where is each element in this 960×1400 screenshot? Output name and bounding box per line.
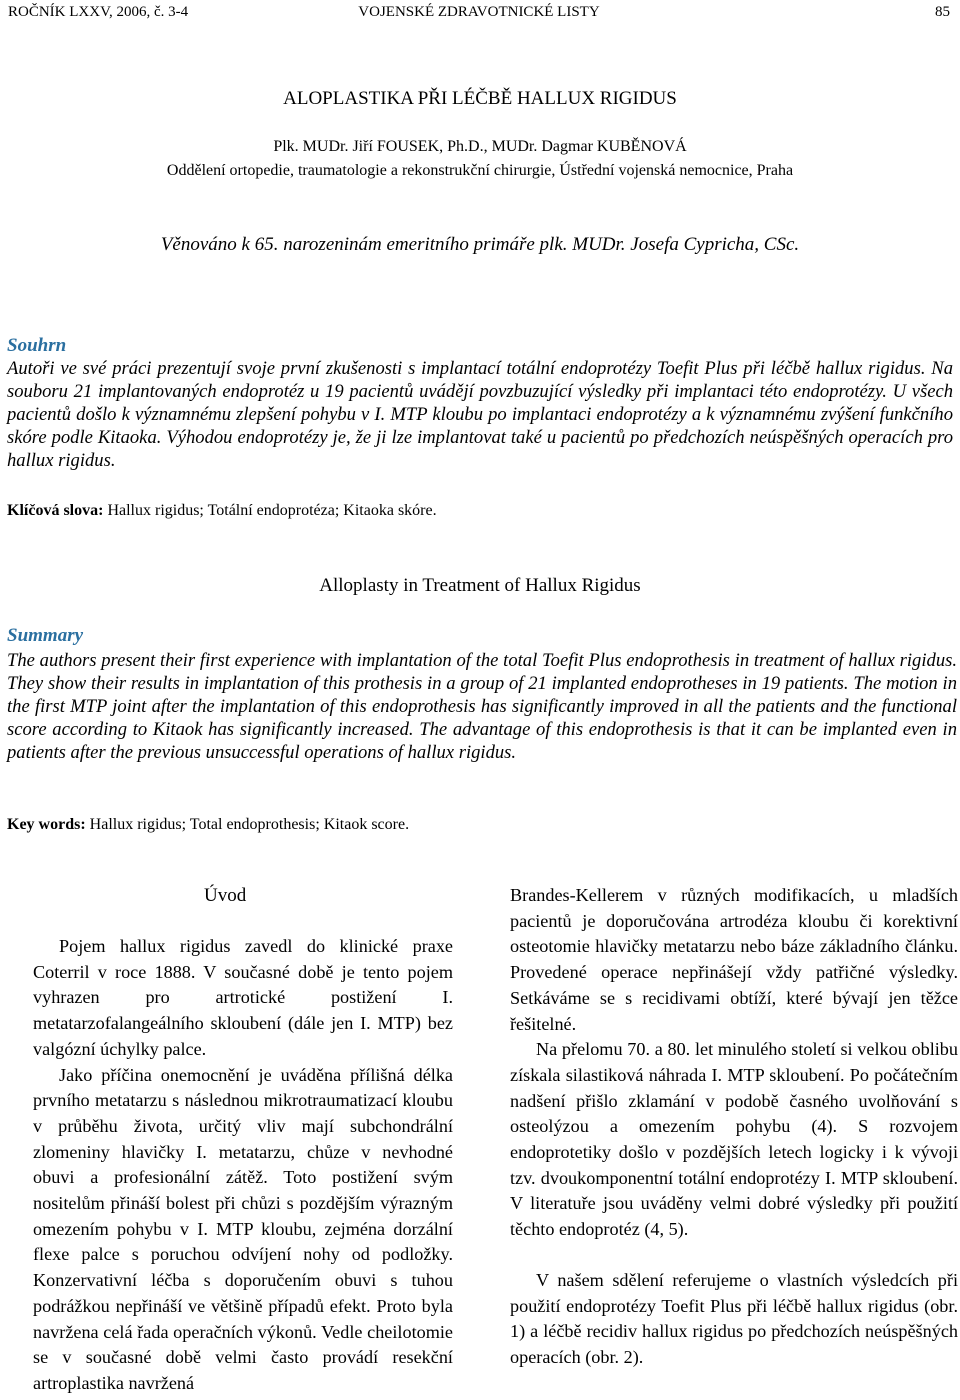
- english-keywords: [7, 816, 409, 834]
- paragraph-spacer: [510, 1243, 958, 1268]
- body-paragraph: Jako příčina onemocnění je uváděna přílišná délka prvního metatarzu s následnou mikrotraumatizací kloubu v průběhu života, určitý vliv mají subchondrální zlomeniny hlavičky I. metatarzu, chůze v nevhodné obuvi a profesionální zátěž. Toto postižení svým nositelům přináší bolest při chůzi s pozdějším výrazným omezením pohybu v I. MTP kloubu, zejména dorzální flexe palce s poruchou odvíjení nohy od podložky. Konzervativní léčba s doporučením obuvi s tuhou podrážkou nepřináší ve většině případů efekt. Proto byla navržena celá řada operačních výkonů. Vedle cheilotomie se v současné době velmi často provádí resekční artroplastika navržená: [33, 1064, 453, 1393]
- english-title: Alloplasty in Treatment of Hallux Rigidus: [319, 575, 641, 596]
- journal-volume: ROČNÍK LXXV, 2006, č. 3-4: [8, 4, 189, 20]
- english-keywords-value: Hallux rigidus; Total endoprothesis; Kitaok score.: [89, 816, 410, 833]
- souhrn-text: Autoři ve své práci prezentují svoje první zkušenosti s implantací totální endoprotézy Toefit Plus při léčbě hallux rigidus. Na souboru 21 implantovaných endoprotéz u 19 pacientů uvádějí povzbuzující výsledky při implantaci této endoprotézy. U všech pacientů došlo k významnému zlepšení pohybu v I. MTP kloubu po implantaci endoprotézy a k významnému zvýšení funkčního skóre podle Kitaoka. Výhodou endoprotézy je, že ji lze implantovat také u pacientů po předchozích neúspěšných operacích pro hallux rigidus.: [7, 358, 953, 471]
- souhrn-heading: Souhrn: [7, 335, 67, 356]
- author-affiliation: Oddělení ortopedie, traumatologie a rekonstrukční chirurgie, Ústřední vojenská nemocnice, Praha: [166, 162, 794, 179]
- article-authors: Plk. MUDr. Jiří FOUSEK, Ph.D., MUDr. Dagmar KUBĚNOVÁ: [273, 138, 687, 155]
- summary-heading: Summary: [7, 625, 84, 646]
- body-paragraph: Pojem hallux rigidus zavedl do klinické praxe Coterril v roce 1888. V současné době je tento pojem vyhrazen pro artrotické postižení I. metatarzofalangeálního skloubení (dále jen I. MTP) bez valgózní úchylky palce.: [33, 936, 453, 1059]
- summary-text: The authors present their first experience with implantation of the total Toefit Plus endoprothesis in treatment of hallux rigidus. They show their results in implantation of this prothesis in a group of 21 implanted endoprotheses in 19 patients. The motion in the first MTP joint after the implantation of this endoprothesis has significantly improved in all the patients and the functional score according to Kitaok has significantly increased. The advantage of this endoprothesis is that it can be implanted even in patients after the previous unsuccessful operations of hallux rigidus.: [7, 650, 957, 763]
- body-paragraph: Na přelomu 70. a 80. let minulého století si velkou oblibu získala silastiková náhrada I. MTP skloubení. Po počátečním nadšení přišlo zklamání v podobě časného uvolňování s osteolýzou a omezením pohybu (4). S rozvojem endoprotetiky došlo v pozdějších letech logicky i k vývoji tzv. dvoukomponentní totální endoprotézy I. MTP skloubení. V literatuře jsou uváděny velmi dobré výsledky při použití těchto endoprotéz (4, 5).: [510, 1039, 958, 1240]
- running-header: [8, 4, 950, 24]
- section-heading-uvod: Úvod: [204, 885, 247, 906]
- article-title: ALOPLASTIKA PŘI LÉČBĚ HALLUX RIGIDUS: [283, 88, 677, 109]
- journal-name: VOJENSKÉ ZDRAVOTNICKÉ LISTY: [358, 4, 600, 20]
- czech-keywords: [7, 502, 437, 520]
- page-number: 85: [935, 4, 950, 20]
- czech-keywords-value: Hallux rigidus; Totální endoprotéza; Kitaoka skóre.: [107, 502, 437, 519]
- right-column: [510, 883, 958, 1371]
- dedication: Věnováno k 65. narozeninám emeritního primáře plk. MUDr. Josefa Cypricha, CSc.: [160, 234, 800, 255]
- english-keywords-label: Key words:: [7, 816, 86, 833]
- body-paragraph: Brandes-Kellerem v různých modifikacích, u mladších pacientů je doporučována artrodéza kloubu či korektivní osteotomie hlavičky metatarzu nebo báze základního článku. Provedené operace nepřinášejí vždy patřičné výsledky. Setkáváme se s recidivami obtíží, které bývají jen těžce řešitelné.: [510, 885, 958, 1034]
- body-paragraph: V našem sdělení referujeme o vlastních výsledcích při použití endoprotézy Toefit Plus při léčbě hallux rigidus (obr. 1) a léčbě recidiv hallux rigidus po předchozích neúspěšných operacích (obr. 2).: [510, 1269, 958, 1367]
- left-column: [33, 934, 453, 1397]
- czech-keywords-label: Klíčová slova:: [7, 502, 104, 519]
